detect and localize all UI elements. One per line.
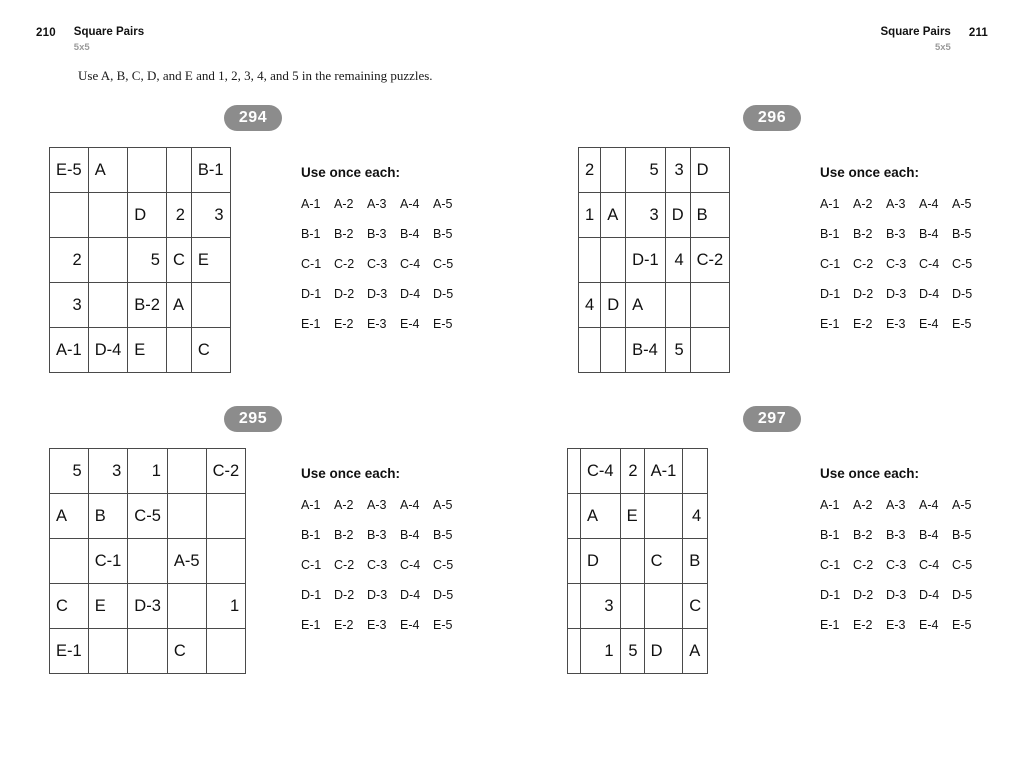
use-once-token: B-3 <box>886 227 906 241</box>
grid-cell[interactable]: C <box>644 539 683 584</box>
use-once-token: A-2 <box>853 498 873 512</box>
use-once-token: E-1 <box>820 317 840 331</box>
grid-cell-empty[interactable] <box>690 283 730 328</box>
grid-cell-empty[interactable] <box>166 148 191 193</box>
use-once-token: C-2 <box>334 558 355 572</box>
grid-cell-empty[interactable] <box>601 328 626 373</box>
grid-row <box>50 449 246 494</box>
use-once-token: E-5 <box>952 317 972 331</box>
use-once-row <box>301 558 466 572</box>
page-header-left <box>36 26 144 54</box>
grid-cell[interactable]: 3 <box>581 584 621 629</box>
grid-cell-empty[interactable] <box>50 539 89 584</box>
grid-cell-empty[interactable] <box>683 449 708 494</box>
use-once-row <box>820 588 985 602</box>
use-once-token: A-4 <box>400 197 420 211</box>
use-once-token: C-2 <box>853 558 874 572</box>
use-once-token: B-5 <box>952 227 972 241</box>
use-once-token: C-3 <box>886 257 907 271</box>
grid-row <box>579 328 730 373</box>
grid-cell[interactable]: B <box>88 494 128 539</box>
header-titleblock-right <box>881 26 951 54</box>
grid-cell-empty[interactable] <box>206 539 246 584</box>
grid-cell[interactable]: A-5 <box>167 539 206 584</box>
use-once-token: E-4 <box>919 618 939 632</box>
use-once-token: E-3 <box>367 317 387 331</box>
use-once-token: A-2 <box>853 197 873 211</box>
grid-cell[interactable]: 5 <box>620 629 644 674</box>
use-once-token: B-2 <box>334 227 354 241</box>
use-once-token: C-3 <box>886 558 907 572</box>
use-once-token: A-3 <box>367 498 387 512</box>
use-once-row <box>820 227 985 241</box>
puzzle-number-badge: 296 <box>743 105 801 131</box>
grid-cell[interactable]: D <box>601 283 626 328</box>
grid-cell[interactable]: 5 <box>50 449 89 494</box>
use-once-token: D-1 <box>301 287 322 301</box>
grid-cell-empty[interactable] <box>128 539 168 584</box>
grid-cell[interactable]: A <box>581 494 621 539</box>
use-once-list <box>301 466 466 632</box>
grid-cell[interactable]: A <box>88 148 128 193</box>
grid-row <box>50 328 231 373</box>
use-once-token: C-2 <box>334 257 355 271</box>
use-once-token: B-1 <box>301 227 321 241</box>
use-once-row <box>301 528 466 542</box>
grid-cell[interactable]: C-4 <box>581 449 621 494</box>
grid-cell[interactable]: B-2 <box>128 283 167 328</box>
puzzle-grid <box>49 448 246 674</box>
use-once-token: E-4 <box>400 317 420 331</box>
use-once-token: A-3 <box>886 498 906 512</box>
grid-cell[interactable]: D-4 <box>88 328 128 373</box>
grid-row <box>579 238 730 283</box>
grid-cell[interactable]: C <box>50 584 89 629</box>
grid-cell[interactable]: B <box>683 539 708 584</box>
grid-cell[interactable]: 2 <box>579 148 601 193</box>
use-once-token: A-5 <box>952 197 972 211</box>
grid-cell-empty[interactable] <box>690 328 730 373</box>
grid-cell-empty[interactable] <box>166 328 191 373</box>
grid-cell[interactable]: 2 <box>620 449 644 494</box>
use-once-token: A-4 <box>400 498 420 512</box>
grid-cell[interactable]: 4 <box>579 283 601 328</box>
use-once-title: Use once each: <box>301 165 401 180</box>
grid-cell[interactable]: A <box>626 283 666 328</box>
use-once-token: E-5 <box>433 618 453 632</box>
use-once-token: E-3 <box>886 317 906 331</box>
grid-row <box>579 283 730 328</box>
grid-cell-empty[interactable] <box>50 193 89 238</box>
use-once-token: E-2 <box>853 618 873 632</box>
use-once-token: A-5 <box>433 197 453 211</box>
use-once-row <box>820 317 985 331</box>
grid-cell[interactable]: 3 <box>665 148 690 193</box>
grid-cell-empty[interactable] <box>88 629 128 674</box>
use-once-token: B-3 <box>367 227 387 241</box>
grid-cell[interactable]: 1 <box>579 193 601 238</box>
use-once-token: C-1 <box>301 558 322 572</box>
use-once-token: C-4 <box>919 257 940 271</box>
use-once-row <box>820 287 985 301</box>
grid-cell[interactable]: A <box>50 494 89 539</box>
use-once-token: B-3 <box>886 528 906 542</box>
grid-cell[interactable]: D-1 <box>626 238 666 283</box>
book-title-left: Square Pairs <box>73 26 145 38</box>
grid-cell-empty[interactable] <box>579 238 601 283</box>
grid-cell[interactable]: A-1 <box>50 328 89 373</box>
use-once-row <box>820 197 985 211</box>
use-once-row <box>820 618 985 632</box>
use-once-token: D-2 <box>334 287 355 301</box>
use-once-row <box>301 197 466 211</box>
use-once-token: E-1 <box>301 618 321 632</box>
use-once-token: B-1 <box>820 227 840 241</box>
use-once-token: B-2 <box>334 528 354 542</box>
use-once-token: D-3 <box>886 287 907 301</box>
grid-cell-empty[interactable] <box>191 283 230 328</box>
use-once-row <box>820 498 985 512</box>
use-once-token: A-1 <box>301 197 321 211</box>
use-once-token: A-2 <box>334 197 354 211</box>
use-once-token: A-1 <box>301 498 321 512</box>
grid-cell[interactable]: D-3 <box>128 584 168 629</box>
use-once-list <box>301 165 466 331</box>
grid-cell-empty[interactable] <box>620 584 644 629</box>
grid-row <box>50 283 231 328</box>
grid-cell-empty[interactable] <box>568 539 581 584</box>
instruction-text: Use A, B, C, D, and E and 1, 2, 3, 4, and 5 in the remaining puzzles. <box>78 68 433 83</box>
grid-cell-empty[interactable] <box>568 584 581 629</box>
grid-cell-empty[interactable] <box>167 449 206 494</box>
use-once-token: D-4 <box>400 588 421 602</box>
use-once-token: B-4 <box>400 227 420 241</box>
grid-cell[interactable]: E <box>191 238 230 283</box>
use-once-token: E-4 <box>919 317 939 331</box>
grid-cell-empty[interactable] <box>88 193 128 238</box>
puzzle-grid <box>49 147 231 373</box>
use-once-row <box>301 227 466 241</box>
grid-cell[interactable]: D <box>581 539 621 584</box>
grid-cell[interactable]: E <box>620 494 644 539</box>
use-once-token: C-1 <box>820 257 841 271</box>
use-once-token: D-1 <box>820 287 841 301</box>
grid-row <box>50 494 246 539</box>
grid-cell[interactable]: 2 <box>50 238 89 283</box>
use-once-token: A-5 <box>433 498 453 512</box>
grid-cell[interactable]: E <box>88 584 128 629</box>
use-once-token: E-5 <box>952 618 972 632</box>
use-once-token: D-4 <box>400 287 421 301</box>
use-once-token: E-4 <box>400 618 420 632</box>
grid-cell-empty[interactable] <box>601 148 626 193</box>
grid-cell[interactable]: C <box>683 584 708 629</box>
grid-cell[interactable]: E-5 <box>50 148 89 193</box>
grid-cell-empty[interactable] <box>128 148 167 193</box>
use-once-token: B-2 <box>853 528 873 542</box>
grid-row <box>50 629 246 674</box>
use-once-token: C-5 <box>433 257 454 271</box>
book-subtitle-left: 5x5 <box>73 42 90 53</box>
grid-cell[interactable]: 5 <box>626 148 666 193</box>
puzzle-grid <box>578 147 730 373</box>
book-title-right: Square Pairs <box>880 26 951 38</box>
use-once-token: C-4 <box>400 257 421 271</box>
use-once-token: B-4 <box>919 528 939 542</box>
grid-cell[interactable]: 1 <box>128 449 168 494</box>
use-once-token: C-5 <box>952 558 973 572</box>
grid-row <box>568 629 708 674</box>
use-once-token: B-5 <box>952 528 972 542</box>
use-once-row <box>301 317 466 331</box>
use-once-token: C-1 <box>301 257 322 271</box>
grid-row <box>568 449 708 494</box>
use-once-list <box>820 466 985 632</box>
use-once-token: D-2 <box>853 588 874 602</box>
grid-cell[interactable]: 4 <box>665 238 690 283</box>
grid-cell[interactable]: D <box>128 193 167 238</box>
use-once-token: D-1 <box>820 588 841 602</box>
use-once-token: E-1 <box>301 317 321 331</box>
grid-row <box>579 193 730 238</box>
use-once-token: D-3 <box>886 588 907 602</box>
use-once-row <box>820 558 985 572</box>
use-once-token: E-3 <box>367 618 387 632</box>
grid-cell[interactable]: A <box>601 193 626 238</box>
grid-row <box>50 238 231 283</box>
grid-cell[interactable]: 3 <box>626 193 666 238</box>
use-once-token: C-4 <box>400 558 421 572</box>
grid-cell-empty[interactable] <box>568 629 581 674</box>
grid-cell-empty[interactable] <box>128 629 168 674</box>
grid-cell[interactable]: C-2 <box>206 449 246 494</box>
use-once-row <box>820 528 985 542</box>
use-once-token: E-3 <box>886 618 906 632</box>
use-once-token: B-1 <box>820 528 840 542</box>
use-once-row <box>301 287 466 301</box>
use-once-token: A-1 <box>820 498 840 512</box>
page-header-right <box>881 26 988 54</box>
grid-cell[interactable]: 3 <box>191 193 230 238</box>
grid-cell[interactable]: C-2 <box>690 238 730 283</box>
grid-cell[interactable]: E-1 <box>50 629 89 674</box>
grid-cell-empty[interactable] <box>601 238 626 283</box>
grid-row <box>50 539 246 584</box>
use-once-token: E-5 <box>433 317 453 331</box>
grid-cell[interactable]: 2 <box>166 193 191 238</box>
grid-row <box>568 584 708 629</box>
grid-cell[interactable]: B-1 <box>191 148 230 193</box>
use-once-token: A-4 <box>919 498 939 512</box>
use-once-token: E-2 <box>853 317 873 331</box>
use-once-token: D-4 <box>919 588 940 602</box>
grid-cell[interactable]: A <box>683 629 708 674</box>
grid-cell[interactable]: E <box>128 328 167 373</box>
puzzle-number-badge: 297 <box>743 406 801 432</box>
use-once-token: B-4 <box>919 227 939 241</box>
grid-cell-empty[interactable] <box>167 494 206 539</box>
folio-left: 210 <box>36 27 56 39</box>
grid-row <box>579 148 730 193</box>
grid-row <box>50 193 231 238</box>
puzzle-number-badge: 295 <box>224 406 282 432</box>
grid-row <box>568 539 708 584</box>
use-once-token: D-5 <box>433 287 454 301</box>
use-once-token: B-5 <box>433 227 453 241</box>
grid-cell-empty[interactable] <box>579 328 601 373</box>
use-once-token: E-2 <box>334 618 354 632</box>
use-once-row <box>301 618 466 632</box>
grid-cell[interactable]: B-4 <box>626 328 666 373</box>
grid-cell[interactable]: 5 <box>128 238 167 283</box>
puzzle-number-badge: 294 <box>224 105 282 131</box>
grid-cell-empty[interactable] <box>644 584 683 629</box>
use-once-token: D-5 <box>952 287 973 301</box>
use-once-token: B-4 <box>400 528 420 542</box>
use-once-token: D-2 <box>853 287 874 301</box>
use-once-token: C-3 <box>367 558 388 572</box>
grid-cell-empty[interactable] <box>620 539 644 584</box>
use-once-token: D-3 <box>367 287 388 301</box>
grid-cell-empty[interactable] <box>206 494 246 539</box>
grid-cell[interactable]: A-1 <box>644 449 683 494</box>
grid-cell[interactable]: D <box>690 148 730 193</box>
grid-cell[interactable]: C-5 <box>128 494 168 539</box>
use-once-token: D-5 <box>433 588 454 602</box>
use-once-title: Use once each: <box>820 466 920 481</box>
grid-cell-empty[interactable] <box>206 629 246 674</box>
use-once-token: B-3 <box>367 528 387 542</box>
grid-cell-empty[interactable] <box>644 494 683 539</box>
grid-cell[interactable]: C <box>167 629 206 674</box>
use-once-token: A-5 <box>952 498 972 512</box>
use-once-row <box>301 588 466 602</box>
use-once-token: E-1 <box>820 618 840 632</box>
use-once-token: D-5 <box>952 588 973 602</box>
grid-cell[interactable]: 3 <box>50 283 89 328</box>
grid-cell[interactable]: B <box>690 193 730 238</box>
grid-cell-empty[interactable] <box>88 283 128 328</box>
grid-cell-empty[interactable] <box>568 494 581 539</box>
use-once-token: A-4 <box>919 197 939 211</box>
grid-cell[interactable]: 4 <box>683 494 708 539</box>
use-once-token: A-1 <box>820 197 840 211</box>
grid-cell[interactable]: 5 <box>665 328 690 373</box>
use-once-token: A-3 <box>367 197 387 211</box>
use-once-title: Use once each: <box>301 466 401 481</box>
grid-row <box>50 148 231 193</box>
grid-cell[interactable]: 1 <box>581 629 621 674</box>
grid-cell[interactable]: D <box>665 193 690 238</box>
header-titleblock-left <box>74 26 144 54</box>
use-once-token: C-2 <box>853 257 874 271</box>
grid-cell[interactable]: 3 <box>88 449 128 494</box>
grid-cell[interactable]: 1 <box>206 584 246 629</box>
use-once-token: B-2 <box>853 227 873 241</box>
grid-cell[interactable]: C <box>191 328 230 373</box>
use-once-row <box>301 257 466 271</box>
grid-cell[interactable]: C <box>166 238 191 283</box>
folio-right: 211 <box>968 27 988 39</box>
use-once-row <box>820 257 985 271</box>
use-once-token: C-1 <box>820 558 841 572</box>
use-once-token: A-2 <box>334 498 354 512</box>
grid-cell[interactable]: A <box>166 283 191 328</box>
grid-cell-empty[interactable] <box>167 584 206 629</box>
use-once-title: Use once each: <box>820 165 920 180</box>
use-once-token: C-5 <box>433 558 454 572</box>
grid-cell-empty[interactable] <box>88 238 128 283</box>
grid-cell-empty[interactable] <box>568 449 581 494</box>
grid-cell[interactable]: D <box>644 629 683 674</box>
use-once-list <box>820 165 985 331</box>
use-once-token: C-3 <box>367 257 388 271</box>
use-once-token: D-2 <box>334 588 355 602</box>
use-once-token: C-4 <box>919 558 940 572</box>
use-once-row <box>301 498 466 512</box>
puzzle-grid <box>567 448 708 674</box>
use-once-token: C-5 <box>952 257 973 271</box>
use-once-token: A-3 <box>886 197 906 211</box>
grid-row <box>568 494 708 539</box>
grid-row <box>50 584 246 629</box>
grid-cell-empty[interactable] <box>665 283 690 328</box>
use-once-token: D-3 <box>367 588 388 602</box>
use-once-token: B-5 <box>433 528 453 542</box>
page-header <box>0 26 1024 60</box>
book-subtitle-right: 5x5 <box>934 42 951 53</box>
use-once-token: E-2 <box>334 317 354 331</box>
grid-cell[interactable]: C-1 <box>88 539 128 584</box>
use-once-token: D-4 <box>919 287 940 301</box>
use-once-token: B-1 <box>301 528 321 542</box>
use-once-token: D-1 <box>301 588 322 602</box>
